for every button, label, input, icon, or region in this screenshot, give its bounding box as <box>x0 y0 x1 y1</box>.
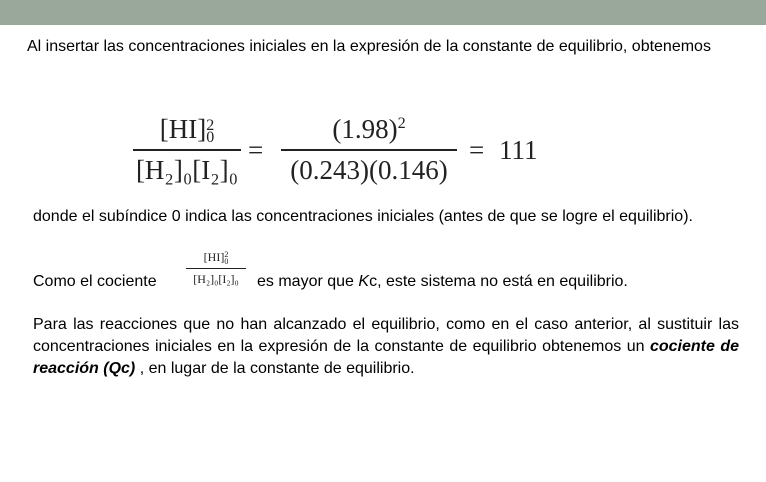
equilibrium-equation <box>133 112 553 188</box>
equals-sign-2: = <box>469 135 485 165</box>
quotient-text-before: Como el cociente <box>33 273 157 290</box>
quotient-numerator: [HI] 2 0 <box>203 250 229 267</box>
equation-result: 111 <box>499 135 538 165</box>
quotient-fraction <box>184 249 248 291</box>
rhs-numerator: $(1.98)^2$ <box>332 114 406 144</box>
rhs-denominator: (0.243)(0.146) <box>290 155 448 185</box>
quotient-text-after: es mayor que Kc, este sistema no está en equilibrio. <box>257 273 628 290</box>
lhs-fraction <box>133 112 241 188</box>
reaction-quotient-term: cociente de reacción (Qc) <box>33 338 740 377</box>
subscript-note-paragraph: donde el subíndice 0 indica las concentraciones iniciales (antes de que se logre el equilibrio). <box>33 208 693 225</box>
lhs-numerator: [HI] 2 0 <box>159 114 215 146</box>
lhs-denominator: [H₂]₀[I₂]₀ <box>135 155 239 185</box>
intro-paragraph: Al insertar las concentraciones iniciales en la expresión de la constante de equilibrio, obtenemos <box>27 38 711 55</box>
equals-sign: = <box>248 135 264 165</box>
quotient-denominator: [H₂]₀[I₂]₀ <box>193 272 239 286</box>
reaction-quotient-paragraph: Para las reacciones que no han alcanzado el equilibrio, como en el caso anterior, al sustituir las concentraciones iniciales en la expresión de la constante de equilibrio obtenemos un cociente de reacción (Qc) , en lugar de la constante de equilibrio. <box>33 316 740 377</box>
rhs-fraction <box>281 112 457 188</box>
top-banner <box>0 0 766 25</box>
